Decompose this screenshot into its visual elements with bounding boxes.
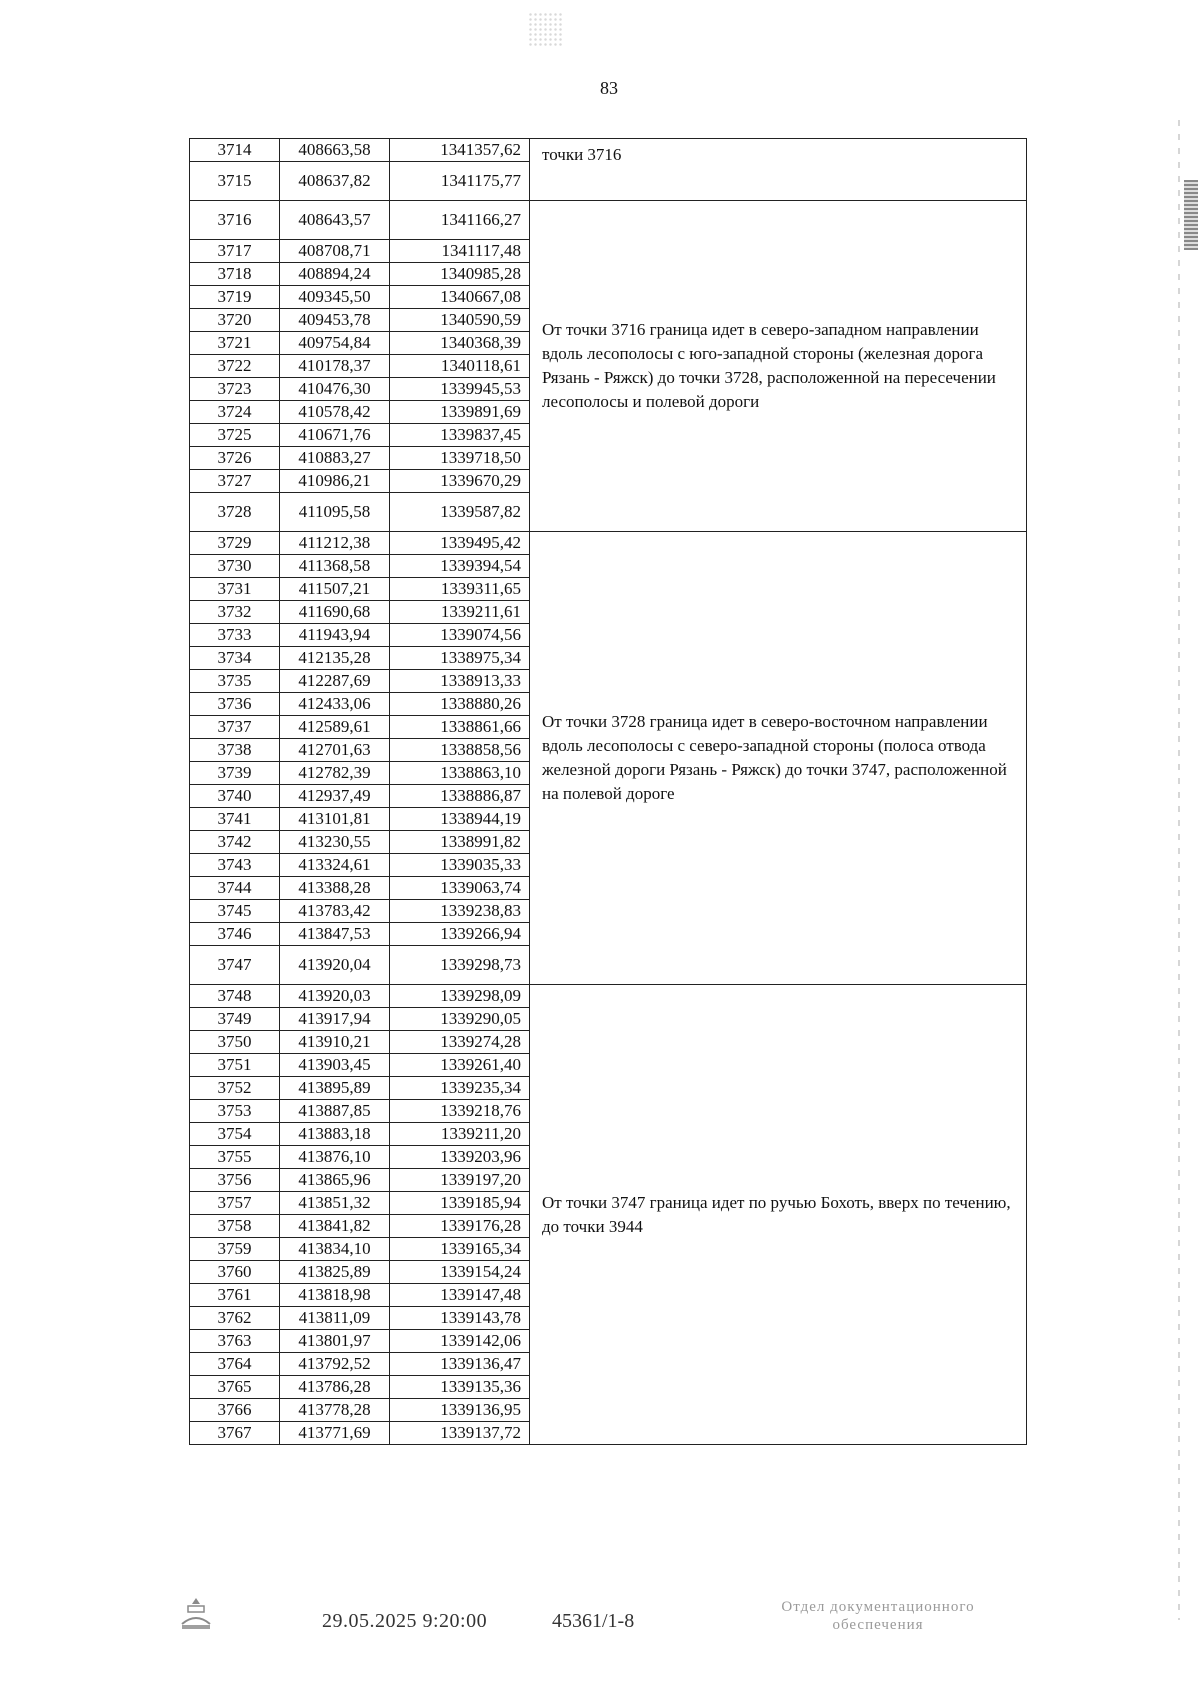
coord-x: 413818,98 [280, 1284, 390, 1307]
point-number: 3714 [190, 139, 280, 162]
coord-x: 410476,30 [280, 378, 390, 401]
coord-x: 413792,52 [280, 1353, 390, 1376]
coord-y: 1339261,40 [390, 1054, 530, 1077]
coord-x: 413101,81 [280, 808, 390, 831]
coord-x: 413811,09 [280, 1307, 390, 1330]
coord-y: 1339670,29 [390, 470, 530, 493]
point-number: 3742 [190, 831, 280, 854]
point-number: 3719 [190, 286, 280, 309]
coord-x: 413841,82 [280, 1215, 390, 1238]
coord-x: 413778,28 [280, 1399, 390, 1422]
point-number: 3758 [190, 1215, 280, 1238]
department-stamp [728, 1598, 1028, 1634]
coord-x: 413851,32 [280, 1192, 390, 1215]
coord-x: 413324,61 [280, 854, 390, 877]
point-number: 3737 [190, 716, 280, 739]
point-number: 3722 [190, 355, 280, 378]
coord-x: 413887,85 [280, 1100, 390, 1123]
coord-y: 1339143,78 [390, 1307, 530, 1330]
coord-y: 1340368,39 [390, 332, 530, 355]
coord-x: 411212,38 [280, 532, 390, 555]
coord-y: 1338863,10 [390, 762, 530, 785]
point-number: 3733 [190, 624, 280, 647]
boundary-description: От точки 3716 граница идет в северо-западном направлении вдоль лесополосы с юго-западной стороны (железная дорога Рязань - Ряжск) до точки 3728, расположенной на пересечении лесополосы и полевой дороги [530, 201, 1027, 532]
point-number: 3763 [190, 1330, 280, 1353]
coord-x: 409345,50 [280, 286, 390, 309]
point-number: 3749 [190, 1008, 280, 1031]
point-number: 3751 [190, 1054, 280, 1077]
coord-y: 1339211,61 [390, 601, 530, 624]
coord-y: 1338861,66 [390, 716, 530, 739]
point-number: 3753 [190, 1100, 280, 1123]
coord-x: 411943,94 [280, 624, 390, 647]
coord-x: 408894,24 [280, 263, 390, 286]
coord-x: 410178,37 [280, 355, 390, 378]
coord-x: 411507,21 [280, 578, 390, 601]
coord-x: 413865,96 [280, 1169, 390, 1192]
boundary-description: точки 3716 [530, 139, 1027, 201]
coord-y: 1341357,62 [390, 139, 530, 162]
coord-y: 1339495,42 [390, 532, 530, 555]
coord-x: 408708,71 [280, 240, 390, 263]
coord-y: 1339218,76 [390, 1100, 530, 1123]
coord-x: 412589,61 [280, 716, 390, 739]
coord-x: 411095,58 [280, 493, 390, 532]
point-number: 3746 [190, 923, 280, 946]
coord-x: 412135,28 [280, 647, 390, 670]
point-number: 3727 [190, 470, 280, 493]
point-number: 3729 [190, 532, 280, 555]
coord-y: 1339945,53 [390, 378, 530, 401]
point-number: 3717 [190, 240, 280, 263]
coord-x: 413917,94 [280, 1008, 390, 1031]
coord-y: 1339074,56 [390, 624, 530, 647]
point-number: 3718 [190, 263, 280, 286]
point-number: 3748 [190, 985, 280, 1008]
coord-x: 411690,68 [280, 601, 390, 624]
point-number: 3725 [190, 424, 280, 447]
point-number: 3716 [190, 201, 280, 240]
point-number: 3723 [190, 378, 280, 401]
coord-x: 413847,53 [280, 923, 390, 946]
coord-y: 1339142,06 [390, 1330, 530, 1353]
point-number: 3736 [190, 693, 280, 716]
coord-y: 1339235,34 [390, 1077, 530, 1100]
point-number: 3762 [190, 1307, 280, 1330]
coord-y: 1338858,56 [390, 739, 530, 762]
coord-y: 1339185,94 [390, 1192, 530, 1215]
coord-y: 1339298,09 [390, 985, 530, 1008]
point-number: 3720 [190, 309, 280, 332]
coord-x: 408637,82 [280, 162, 390, 201]
coord-y: 1339176,28 [390, 1215, 530, 1238]
boundary-description: От точки 3728 граница идет в северо-восточном направлении вдоль лесополосы с северо-западной стороны (полоса отвода железной дороги Рязань - Ряжск) до точки 3747, расположенной на полевой дороге [530, 532, 1027, 985]
coord-y: 1339837,45 [390, 424, 530, 447]
coord-y: 1338880,26 [390, 693, 530, 716]
coord-y: 1339137,72 [390, 1422, 530, 1445]
coord-x: 412782,39 [280, 762, 390, 785]
point-number: 3766 [190, 1399, 280, 1422]
coord-x: 413920,04 [280, 946, 390, 985]
coord-y: 1339587,82 [390, 493, 530, 532]
coord-x: 413876,10 [280, 1146, 390, 1169]
coord-y: 1339154,24 [390, 1261, 530, 1284]
point-number: 3755 [190, 1146, 280, 1169]
coord-x: 413230,55 [280, 831, 390, 854]
coordinates-table [189, 138, 1027, 1445]
coord-x: 413883,18 [280, 1123, 390, 1146]
coord-y: 1341117,48 [390, 240, 530, 263]
coord-y: 1339203,96 [390, 1146, 530, 1169]
coord-y: 1340985,28 [390, 263, 530, 286]
point-number: 3764 [190, 1353, 280, 1376]
point-number: 3756 [190, 1169, 280, 1192]
coord-x: 408663,58 [280, 139, 390, 162]
coord-y: 1339238,83 [390, 900, 530, 923]
point-number: 3747 [190, 946, 280, 985]
point-number: 3721 [190, 332, 280, 355]
coord-y: 1339290,05 [390, 1008, 530, 1031]
table-row [190, 201, 1027, 240]
coord-x: 412433,06 [280, 693, 390, 716]
scan-edge-line [1178, 120, 1180, 1620]
coord-x: 413388,28 [280, 877, 390, 900]
scan-artifact [528, 12, 564, 48]
coord-x: 413801,97 [280, 1330, 390, 1353]
coord-y: 1339298,73 [390, 946, 530, 985]
coord-x: 413825,89 [280, 1261, 390, 1284]
point-number: 3757 [190, 1192, 280, 1215]
coord-y: 1338886,87 [390, 785, 530, 808]
point-number: 3743 [190, 854, 280, 877]
coord-y: 1339891,69 [390, 401, 530, 424]
coord-x: 410986,21 [280, 470, 390, 493]
point-number: 3740 [190, 785, 280, 808]
point-number: 3738 [190, 739, 280, 762]
point-number: 3732 [190, 601, 280, 624]
point-number: 3754 [190, 1123, 280, 1146]
coord-y: 1339266,94 [390, 923, 530, 946]
point-number: 3741 [190, 808, 280, 831]
coord-y: 1339718,50 [390, 447, 530, 470]
coord-x: 409453,78 [280, 309, 390, 332]
coord-x: 413771,69 [280, 1422, 390, 1445]
coord-y: 1338944,19 [390, 808, 530, 831]
coord-x: 412287,69 [280, 670, 390, 693]
coord-x: 413895,89 [280, 1077, 390, 1100]
stamp-line: обеспечения [832, 1617, 924, 1633]
coord-y: 1339197,20 [390, 1169, 530, 1192]
boundary-description: От точки 3747 граница идет по ручью Бохоть, вверх по течению, до точки 3944 [530, 985, 1027, 1445]
coord-x: 408643,57 [280, 201, 390, 240]
point-number: 3760 [190, 1261, 280, 1284]
coord-y: 1341175,77 [390, 162, 530, 201]
coord-x: 410671,76 [280, 424, 390, 447]
coord-y: 1338975,34 [390, 647, 530, 670]
point-number: 3752 [190, 1077, 280, 1100]
coord-x: 413783,42 [280, 900, 390, 923]
coord-x: 413834,10 [280, 1238, 390, 1261]
coord-y: 1339311,65 [390, 578, 530, 601]
point-number: 3739 [190, 762, 280, 785]
coord-x: 412701,63 [280, 739, 390, 762]
coord-y: 1340590,59 [390, 309, 530, 332]
coord-x: 410883,27 [280, 447, 390, 470]
coord-y: 1339211,20 [390, 1123, 530, 1146]
coord-y: 1340667,08 [390, 286, 530, 309]
page-number: 83 [600, 78, 618, 98]
coord-x: 413903,45 [280, 1054, 390, 1077]
point-number: 3744 [190, 877, 280, 900]
coord-y: 1339274,28 [390, 1031, 530, 1054]
coord-y: 1339063,74 [390, 877, 530, 900]
coord-y: 1338913,33 [390, 670, 530, 693]
coord-y: 1340118,61 [390, 355, 530, 378]
coord-y: 1338991,82 [390, 831, 530, 854]
coord-x: 412937,49 [280, 785, 390, 808]
point-number: 3730 [190, 555, 280, 578]
coord-x: 413786,28 [280, 1376, 390, 1399]
coord-y: 1341166,27 [390, 201, 530, 240]
point-number: 3734 [190, 647, 280, 670]
point-number: 3728 [190, 493, 280, 532]
coord-x: 410578,42 [280, 401, 390, 424]
point-number: 3726 [190, 447, 280, 470]
coord-x: 413910,21 [280, 1031, 390, 1054]
footer-date: 29.05.2025 9:20:00 [322, 1610, 488, 1632]
point-number: 3724 [190, 401, 280, 424]
coord-y: 1339165,34 [390, 1238, 530, 1261]
point-number: 3715 [190, 162, 280, 201]
point-number: 3765 [190, 1376, 280, 1399]
coord-y: 1339147,48 [390, 1284, 530, 1307]
coord-y: 1339135,36 [390, 1376, 530, 1399]
stamp-line: Отдел документационного [781, 1599, 975, 1615]
table-row [190, 139, 1027, 162]
coord-x: 409754,84 [280, 332, 390, 355]
coord-y: 1339136,47 [390, 1353, 530, 1376]
organization-logo-icon [176, 1594, 216, 1634]
point-number: 3731 [190, 578, 280, 601]
coord-x: 411368,58 [280, 555, 390, 578]
scan-edge-mark [1184, 180, 1198, 250]
point-number: 3745 [190, 900, 280, 923]
coord-y: 1339035,33 [390, 854, 530, 877]
coord-x: 413920,03 [280, 985, 390, 1008]
coord-y: 1339136,95 [390, 1399, 530, 1422]
point-number: 3767 [190, 1422, 280, 1445]
table-row [190, 985, 1027, 1008]
point-number: 3750 [190, 1031, 280, 1054]
point-number: 3735 [190, 670, 280, 693]
point-number: 3761 [190, 1284, 280, 1307]
coord-y: 1339394,54 [390, 555, 530, 578]
footer-document-code: 45361/1-8 [552, 1610, 635, 1632]
point-number: 3759 [190, 1238, 280, 1261]
table-row [190, 532, 1027, 555]
